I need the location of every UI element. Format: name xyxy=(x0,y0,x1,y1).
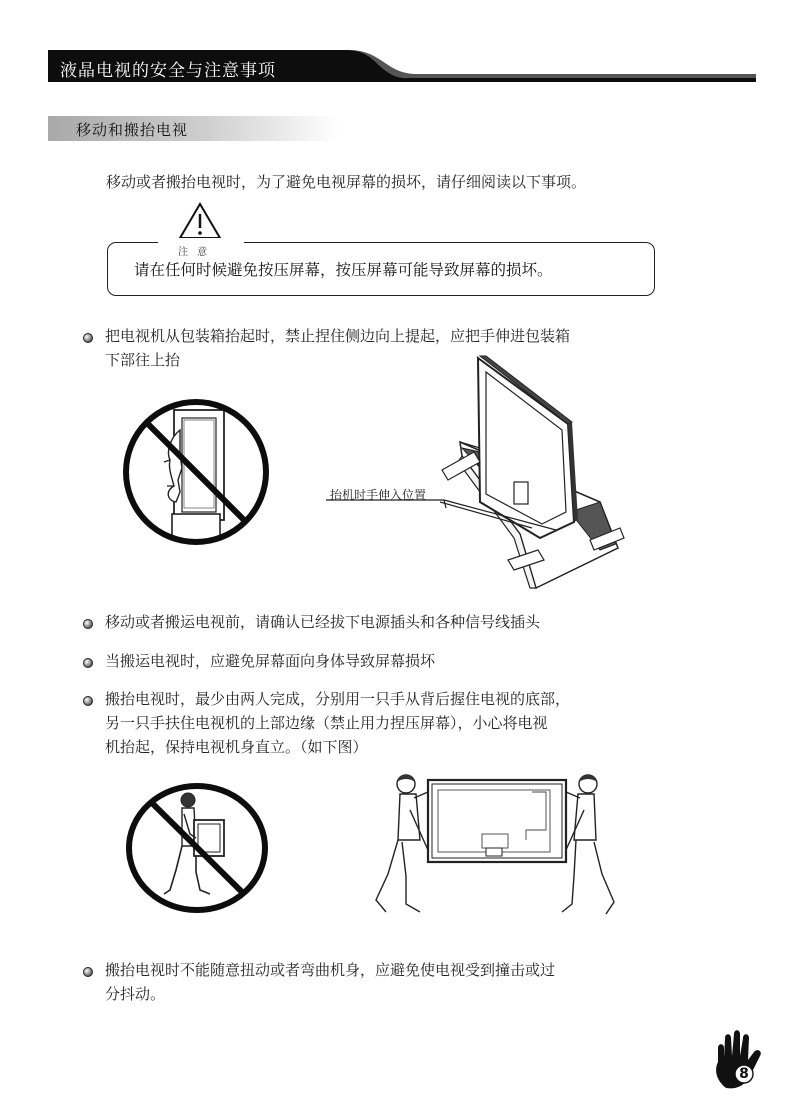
bullet-1-line-1: 把电视机从包装箱抬起时，禁止捏住侧边向上提起，应把手伸进包装箱 xyxy=(105,327,571,345)
header-title: 液晶电视的安全与注意事项 xyxy=(60,61,276,81)
tv-in-box-illustration xyxy=(440,352,640,590)
bullet-icon xyxy=(83,696,93,706)
prohibited-one-person-carry-illustration xyxy=(124,782,270,914)
hand-page-badge-icon xyxy=(712,1030,770,1092)
section-title: 移动和搬抬电视 xyxy=(76,121,189,139)
bullet-icon xyxy=(83,333,93,343)
prohibited-side-lift-illustration xyxy=(122,398,270,546)
notice-text: 请在任何时候避免按压屏幕，按压屏幕可能导致屏幕的损坏。 xyxy=(134,261,553,279)
callout-line xyxy=(326,496,576,546)
caution-label: 注 意 xyxy=(178,247,211,258)
bullet-icon xyxy=(83,658,93,668)
page-number: 8 xyxy=(739,1066,749,1082)
bullet-2: 移动或者搬运电视前，请确认已经拔下电源插头和各种信号线插头 xyxy=(105,613,541,631)
two-person-carry-illustration xyxy=(366,770,628,922)
bullet-5 xyxy=(105,958,705,1006)
bullet-icon xyxy=(83,619,93,629)
bullet-1-line-2: 下部往上抬 xyxy=(105,351,181,369)
callout-text: 抬机时手伸入位置 xyxy=(330,488,427,502)
bullet-5-line-1: 搬抬电视时不能随意扭动或者弯曲机身，应避免使电视受到撞击或过 xyxy=(105,961,556,979)
bullet-4-line-2: 另一只手扶住电视机的上部边缘（禁止用力捏压屏幕），小心将电视 xyxy=(105,714,548,732)
intro-text: 移动或者搬抬电视时，为了避免电视屏幕的损坏，请仔细阅读以下事项。 xyxy=(106,173,587,191)
bullet-icon xyxy=(83,967,93,977)
bullet-4-line-3: 机抬起，保持电视机身直立。（如下图） xyxy=(105,738,368,756)
bullet-4 xyxy=(105,687,705,759)
bullet-5-line-2: 分抖动。 xyxy=(105,985,166,1003)
warning-triangle-icon xyxy=(178,202,222,240)
bullet-4-line-1: 搬抬电视时，最少由两人完成，分别用一只手从背后握住电视的底部， xyxy=(105,690,571,708)
bullet-3: 当搬运电视时，应避免屏幕面向身体导致屏幕损坏 xyxy=(105,652,436,670)
